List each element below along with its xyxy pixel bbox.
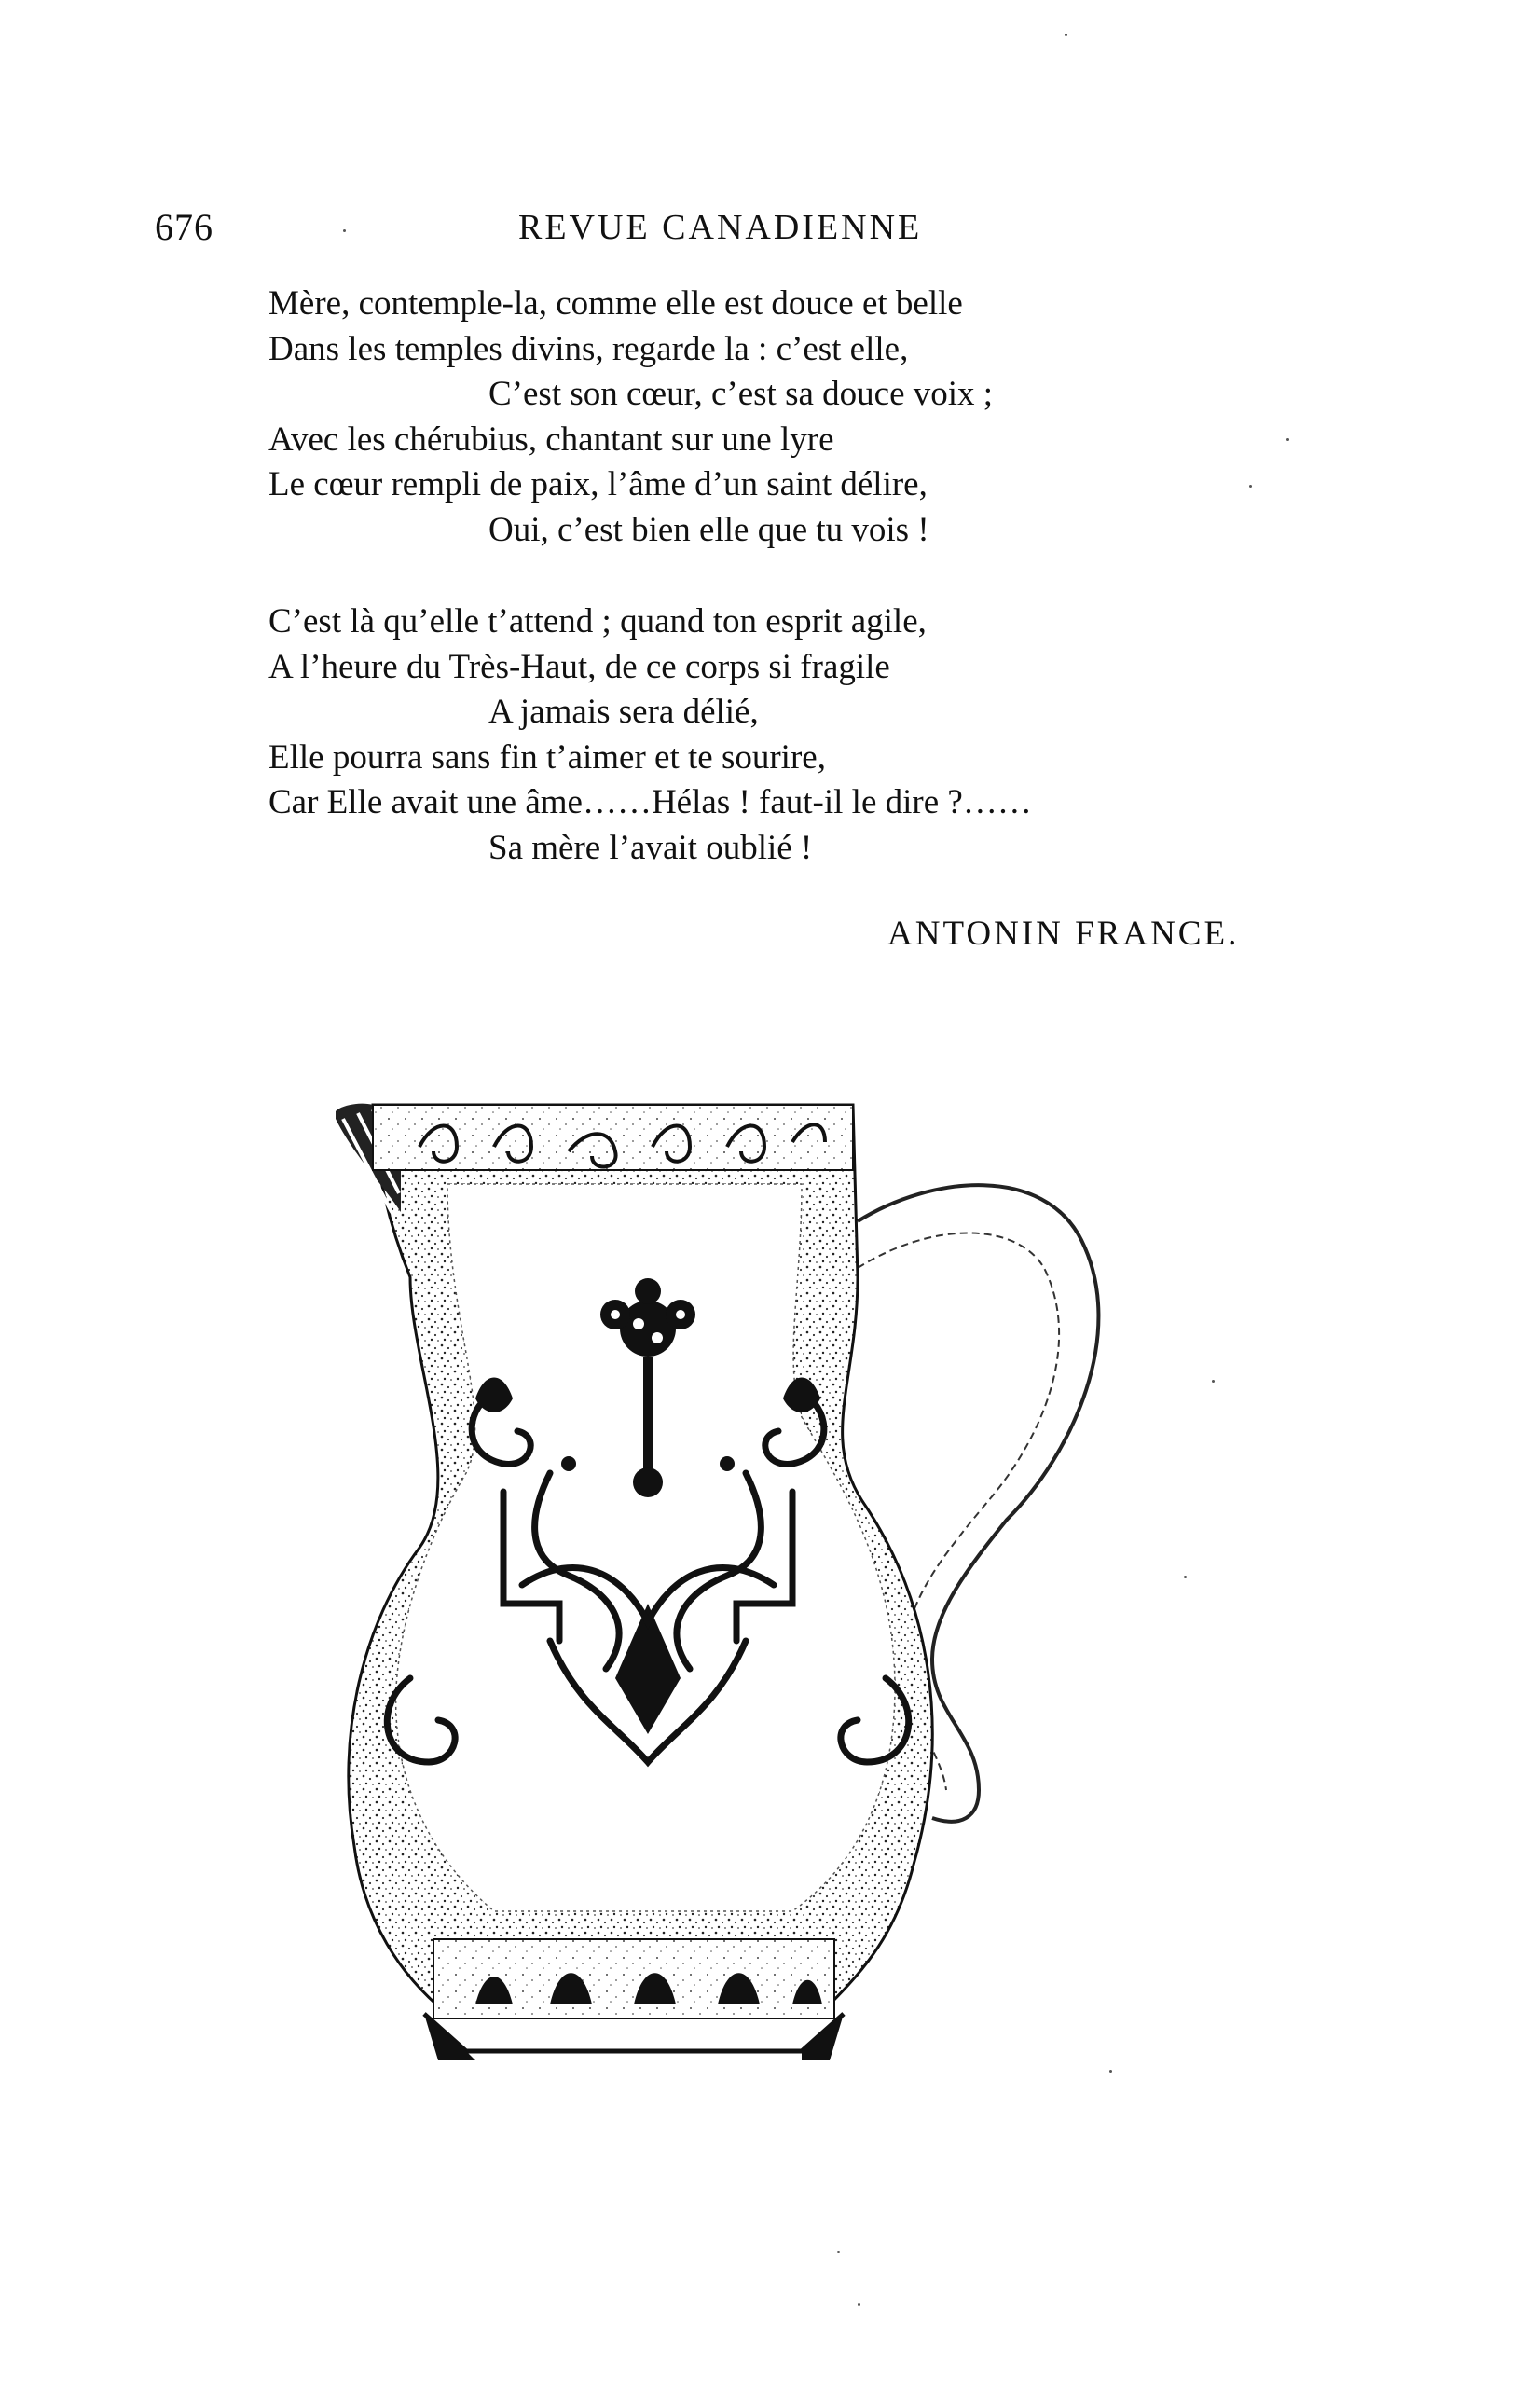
print-speck <box>1286 438 1289 441</box>
print-speck <box>1249 485 1252 488</box>
poem-line: Le cœur rempli de paix, l’âme d’un saint délire, <box>268 465 928 503</box>
poem-line: Elle pourra sans fin t’aimer et te sourire, <box>268 737 826 777</box>
print-speck <box>1212 1380 1215 1383</box>
print-speck <box>837 2251 840 2253</box>
stanza-1 <box>268 282 1201 553</box>
poem-line: Oui, c’est bien elle que tu vois ! <box>488 510 929 549</box>
poem-line: C’est son cœur, c’est sa douce voix ; <box>488 375 994 413</box>
pitcher-illustration <box>336 1081 1156 2088</box>
page-number: 676 <box>155 206 213 248</box>
running-head: REVUE CANADIENNE <box>518 208 923 247</box>
pitcher-icon <box>336 1081 1156 2088</box>
poem-line: Mère, contemple-la, comme elle est douce et belle <box>268 284 963 323</box>
print-speck <box>1184 1576 1187 1578</box>
poem <box>268 282 1201 917</box>
poem-line: A jamais sera délié, <box>488 693 759 731</box>
poem-line: Avec les chérubius, chantant sur une lyre <box>268 420 834 459</box>
print-speck <box>1109 2070 1112 2073</box>
poem-line: Sa mère l’avait oublié ! <box>488 828 813 867</box>
print-speck <box>858 2303 860 2306</box>
poem-line: A l’heure du Très-Haut, de ce corps si fragile <box>268 647 890 686</box>
poem-line: C’est là qu’elle t’attend ; quand ton esprit agile, <box>268 602 927 641</box>
stanza-2 <box>268 599 1201 871</box>
author-signature: ANTONIN FRANCE. <box>887 915 1240 953</box>
print-speck <box>343 229 346 232</box>
print-speck <box>1065 34 1067 36</box>
poem-line: Dans les temples divins, regarde la : c’est elle, <box>268 329 909 368</box>
poem-line: Car Elle avait une âme……Hélas ! faut-il le dire ?…… <box>268 783 1032 821</box>
